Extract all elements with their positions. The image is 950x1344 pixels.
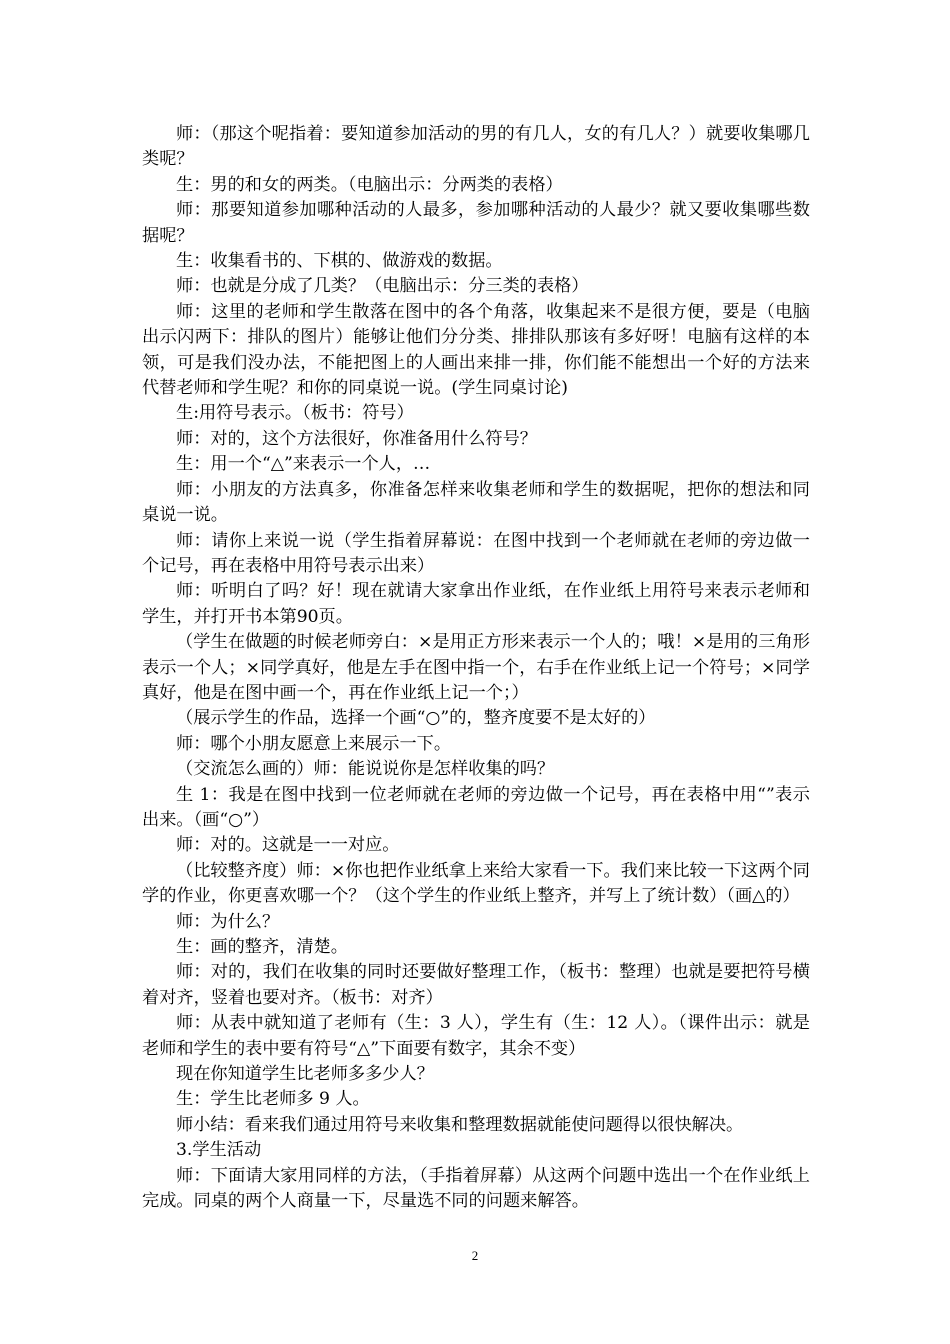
paragraph: 师：对的，这个方法很好，你准备用什么符号？ bbox=[176, 428, 537, 449]
paragraph: 师：从表中就知道了老师有（生：3 人），学生有（生：12 人）。（课件出示：就是老师和学生的表中要有符号“△”下面要有数字，其余不变） bbox=[142, 1013, 810, 1059]
paragraph: 生：用一个“△”来表示一个人，… bbox=[176, 454, 431, 475]
paragraph: 生 1：我是在图中找到一位老师就在老师的旁边做一个记号，再在表格中用“”表示出来。（画“○”） bbox=[142, 784, 810, 830]
paragraph: 师：为什么？ bbox=[176, 911, 280, 932]
paragraph: 师：下面请大家用同样的方法，（手指着屏幕）从这两个问题中选出一个在作业纸上完成。同桌的两个人商量一下，尽量选不同的问题来解答。 bbox=[142, 1165, 810, 1212]
paragraph: 师：也就是分成了几类？（电脑出示：分三类的表格） bbox=[176, 276, 589, 297]
paragraph: 师：那要知道参加哪种活动的人最多，参加哪种活动的人最少？就又要收集哪些数据呢？ bbox=[142, 200, 810, 246]
paragraph: 师：对的，我们在收集的同时还要做好整理工作，（板书：整理）也就是要把符号横着对齐，竖着也要对齐。（板书：对齐） bbox=[142, 962, 810, 1008]
paragraph: 生：画的整齐，清楚。 bbox=[176, 937, 348, 957]
paragraph: 师：对的。这就是一一对应。 bbox=[176, 835, 400, 856]
paragraph: 师：这里的老师和学生散落在图中的各个角落，收集起来不是很方便，要是（电脑出示闪两下：排队的图片）能够让他们分分类、排排队那该有多好呀！电脑有这样的本领，可是我们没办法，不能把图上的人画出来排一排，你们能不能想出一个好的方法来代替老师和学生呢？和你的同桌说一说。(学生同桌讨论) bbox=[142, 301, 810, 399]
paragraph: 生：收集看书的、下棋的、做游戏的数据。 bbox=[176, 251, 503, 272]
paragraph: 师：哪个小朋友愿意上来展示一下。 bbox=[176, 733, 452, 754]
page-number: 2 bbox=[471, 1248, 479, 1263]
paragraph: 师：请你上来说一说（学生指着屏幕说：在图中找到一个老师就在老师的旁边做一个记号，再在表格中用符号表示出来） bbox=[142, 530, 810, 576]
paragraph: 师：（那这个呢指着：要知道参加活动的男的有几人，女的有几人？）就要收集哪几类呢？ bbox=[142, 124, 810, 170]
paragraph: （学生在做题的时候老师旁白：×是用正方形来表示一个人的；哦！×是用的三角形表示一个人；×同学真好，他是左手在图中指一个，右手在作业纸上记一个符号；×同学真好，他是在图中画一个，再在作业纸上记一个；） bbox=[142, 632, 810, 703]
paragraph: 师：小朋友的方法真多，你准备怎样来收集老师和学生的数据呢，把你的想法和同桌说一说。 bbox=[142, 479, 810, 526]
paragraph: 生:用符号表示。（板书：符号） bbox=[176, 403, 414, 424]
paragraph: 生：男的和女的两类。（电脑出示：分两类的表格） bbox=[176, 174, 563, 195]
document-body bbox=[142, 122, 810, 1214]
section-heading: 3.学生活动 bbox=[176, 1140, 262, 1161]
paragraph: 师小结：看来我们通过用符号来收集和整理数据就能使问题得以很快解决。 bbox=[176, 1114, 744, 1135]
paragraph: （交流怎么画的）师：能说说你是怎样收集的吗？ bbox=[176, 759, 555, 780]
paragraph: 师：听明白了吗？好！现在就请大家拿出作业纸，在作业纸上用符号来表示老师和学生，并打开书本第90页。 bbox=[142, 581, 810, 627]
paragraph: 现在你知道学生比老师多多少人？ bbox=[176, 1064, 434, 1085]
paragraph: 生：学生比老师多 9 人。 bbox=[176, 1089, 370, 1110]
paragraph: （展示学生的作品，选择一个画“○”的，整齐度要不是太好的） bbox=[176, 708, 656, 729]
paragraph: （比较整齐度）师：×你也把作业纸拿上来给大家看一下。我们来比较一下这两个同学的作业，你更喜欢哪一个？（这个学生的作业纸上整齐，并写上了统计数）（画△的） bbox=[142, 860, 810, 907]
